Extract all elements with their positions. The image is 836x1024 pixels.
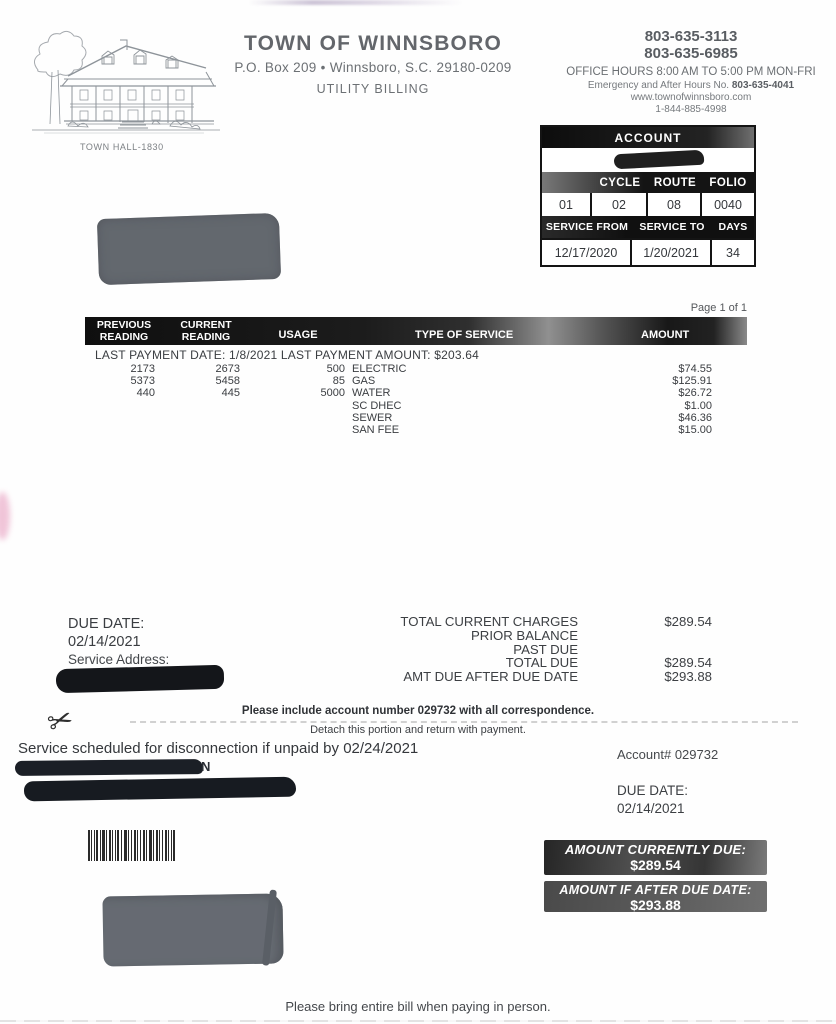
po-box-line: P.O. Box 209 • Winnsboro, S.C. 29180-0209 bbox=[234, 60, 512, 75]
totals-amount: $293.88 bbox=[664, 669, 712, 685]
totals-label: TOTAL CURRENT CHARGES bbox=[400, 614, 578, 629]
table-row bbox=[85, 363, 747, 375]
service-to-date: 1/20/2021 bbox=[632, 240, 712, 265]
prev-reading bbox=[85, 412, 155, 424]
cycle-label: CYCLE bbox=[599, 176, 641, 189]
amount: $26.72 bbox=[678, 387, 712, 400]
totals-block bbox=[280, 615, 712, 684]
cycle-route-folio-bar bbox=[542, 172, 754, 193]
curr-reading bbox=[155, 424, 240, 436]
curr-reading: 5458 bbox=[215, 375, 240, 388]
scissors-icon: ✂ bbox=[43, 701, 78, 742]
col-current-reading bbox=[173, 319, 239, 343]
office-hours: OFFICE HOURS 8:00 AM TO 5:00 PM MON-FRI bbox=[566, 66, 816, 78]
route-label: ROUTE bbox=[653, 176, 697, 189]
col-previous-reading bbox=[91, 319, 157, 343]
service-address-redaction bbox=[56, 665, 225, 693]
usage bbox=[240, 424, 345, 436]
service-type: SAN FEE bbox=[352, 424, 400, 437]
perforation-line bbox=[130, 721, 798, 723]
usage: 85 bbox=[332, 375, 345, 388]
amount-after-due-bar bbox=[544, 881, 767, 912]
amount-after-label: AMOUNT IF AFTER DUE DATE: bbox=[559, 883, 752, 897]
disconnect-warning: Service scheduled for disconnection if unpaid by 02/24/2021 bbox=[18, 740, 419, 757]
mailing-address-redaction bbox=[97, 213, 281, 285]
include-account-note: Please include account number 029732 with all correspondence. bbox=[241, 705, 595, 717]
amount-currently-due-bar bbox=[544, 840, 767, 875]
col-type-of-service: TYPE OF SERVICE bbox=[415, 329, 514, 341]
totals-row bbox=[280, 656, 712, 670]
amount-after-value: $293.88 bbox=[630, 897, 681, 913]
amount-due-label: AMOUNT CURRENTLY DUE: bbox=[564, 842, 747, 857]
cycle-value: 02 bbox=[592, 193, 648, 216]
folio-label: FOLIO bbox=[709, 176, 747, 189]
usage bbox=[240, 400, 345, 412]
charges-table-body bbox=[85, 363, 747, 436]
totals-label: AMT DUE AFTER DUE DATE bbox=[403, 669, 578, 685]
col-usage: USAGE bbox=[278, 329, 318, 341]
previous-label-line1: PREVIOUS bbox=[96, 319, 152, 331]
usage bbox=[240, 412, 345, 424]
amount: $1.00 bbox=[684, 399, 712, 412]
service-to-label: SERVICE TO bbox=[639, 221, 705, 233]
phone-number-2: 803-635-6985 bbox=[644, 45, 738, 62]
utility-billing-label: UTILITY BILLING bbox=[316, 82, 430, 96]
scan-smudge-pink bbox=[0, 492, 10, 540]
days-value: 34 bbox=[726, 245, 740, 260]
prev-reading: 2173 bbox=[130, 363, 155, 375]
totals-amount bbox=[578, 629, 712, 643]
amount: $46.36 bbox=[678, 411, 712, 424]
days-label: DAYS bbox=[718, 221, 748, 233]
footer-note: Please bring entire bill when paying in person. bbox=[285, 999, 551, 1014]
totals-amount: $289.54 bbox=[664, 655, 712, 671]
usage: 500 bbox=[326, 363, 345, 375]
account-number-row bbox=[542, 148, 754, 172]
totals-label: TOTAL DUE bbox=[505, 655, 578, 671]
value-cell: 01 bbox=[542, 193, 592, 216]
emergency-label: Emergency and After Hours No. bbox=[587, 80, 730, 91]
phone-number-1: 803-635-3113 bbox=[644, 28, 738, 45]
current-label-line2: READING bbox=[181, 331, 231, 343]
redaction-visible-char: N bbox=[201, 759, 211, 774]
route-value: 08 bbox=[648, 193, 702, 216]
curr-reading bbox=[155, 400, 240, 412]
amount: $15.00 bbox=[678, 424, 712, 437]
scan-smudge-top bbox=[248, 0, 463, 5]
town-hall-illustration bbox=[24, 26, 224, 149]
table-row bbox=[85, 400, 747, 412]
town-name: TOWN OF WINNSBORO bbox=[244, 32, 502, 55]
service-from-date: 12/17/2020 bbox=[542, 240, 632, 265]
service-address-label: Service Address: bbox=[68, 652, 170, 667]
account-box bbox=[540, 125, 756, 267]
detach-note: Detach this portion and return with payment. bbox=[310, 724, 526, 736]
prev-reading bbox=[85, 424, 155, 436]
scan-edge-bottom bbox=[0, 1020, 836, 1022]
service-period-values bbox=[542, 238, 754, 265]
current-label-line1: CURRENT bbox=[180, 319, 232, 331]
table-row bbox=[85, 375, 747, 387]
previous-label-line2: READING bbox=[99, 331, 149, 343]
curr-reading: 445 bbox=[221, 387, 240, 400]
illustration-caption: TOWN HALL-1830 bbox=[80, 142, 164, 152]
service-type: WATER bbox=[352, 387, 391, 400]
service-type: GAS bbox=[352, 375, 376, 388]
page-indicator: Page 1 of 1 bbox=[690, 302, 747, 314]
totals-amount bbox=[578, 643, 712, 657]
service-type: SEWER bbox=[352, 411, 393, 424]
totals-row bbox=[280, 629, 712, 643]
stub-due-date-value: 02/14/2021 bbox=[617, 801, 685, 816]
contact-block bbox=[545, 28, 836, 115]
prev-reading: 440 bbox=[136, 387, 155, 400]
curr-reading bbox=[155, 412, 240, 424]
service-type: SC DHEC bbox=[352, 399, 402, 412]
service-from-label: SERVICE FROM bbox=[545, 221, 629, 233]
cycle-route-folio-values bbox=[542, 193, 754, 216]
due-date-value: 02/14/2021 bbox=[68, 634, 141, 650]
prev-reading bbox=[85, 400, 155, 412]
stub-account-number: Account# 029732 bbox=[617, 747, 719, 762]
emergency-line bbox=[545, 80, 836, 91]
service-period-bar bbox=[542, 216, 754, 238]
barcode bbox=[88, 830, 176, 866]
amount-due-value: $289.54 bbox=[630, 857, 681, 873]
usage: 5000 bbox=[320, 387, 345, 400]
emergency-phone: 803-635-4041 bbox=[731, 80, 795, 91]
totals-amount: $289.54 bbox=[664, 614, 712, 629]
curr-reading: 2673 bbox=[215, 363, 240, 375]
folio-value: 0040 bbox=[714, 197, 742, 212]
website: www.townofwinnsboro.com bbox=[630, 92, 752, 103]
totals-label: PRIOR BALANCE bbox=[471, 627, 578, 643]
stub-bottom-redaction bbox=[102, 893, 283, 966]
totals-row bbox=[280, 670, 712, 684]
totals-row bbox=[280, 615, 712, 629]
account-number-redaction bbox=[614, 150, 705, 170]
charges-table-header-bar bbox=[85, 317, 747, 345]
totals-row bbox=[280, 643, 712, 657]
amount: $125.91 bbox=[672, 375, 712, 388]
table-row bbox=[85, 412, 747, 424]
amount: $74.55 bbox=[678, 363, 712, 375]
last-payment-line: LAST PAYMENT DATE: 1/8/2021 LAST PAYMENT AMOUNT: $203.64 bbox=[95, 348, 480, 362]
totals-label: PAST DUE bbox=[513, 641, 578, 657]
stub-name-redaction bbox=[15, 759, 203, 776]
due-date-label: DUE DATE: bbox=[68, 616, 145, 632]
prev-reading: 5373 bbox=[130, 375, 155, 388]
table-row bbox=[85, 387, 747, 399]
table-row bbox=[85, 424, 747, 436]
service-type: ELECTRIC bbox=[352, 363, 407, 375]
tollfree-phone: 1-844-885-4998 bbox=[655, 104, 727, 115]
stub-address-redaction bbox=[24, 777, 296, 802]
stub-due-date-label: DUE DATE: bbox=[617, 783, 689, 798]
col-amount: AMOUNT bbox=[641, 329, 690, 341]
account-header-bar: ACCOUNT bbox=[542, 127, 754, 148]
